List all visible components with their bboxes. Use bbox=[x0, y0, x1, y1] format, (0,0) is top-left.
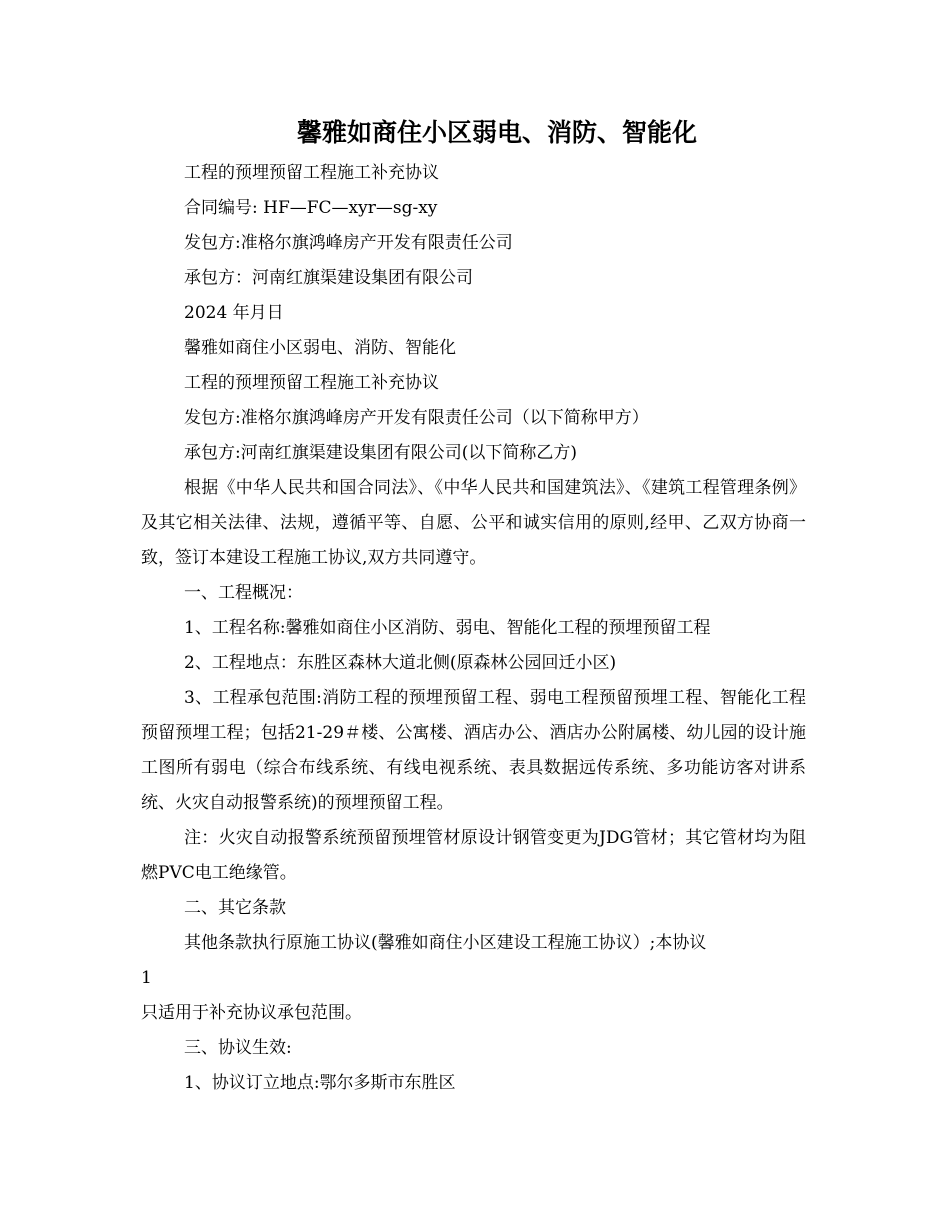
contract-number: 合同编号: HF—FC—xyr—sg-xy bbox=[184, 198, 438, 218]
subtitle-line: 工程的预埋预留工程施工补充协议 bbox=[184, 163, 439, 183]
project-location-item: 2、工程地点：东胜区森林大道北侧(原森林公园回迁小区) bbox=[184, 653, 617, 673]
project-name-item: 1、工程名称:馨雅如商住小区消防、弱电、智能化工程的预埋预留工程 bbox=[184, 618, 711, 638]
materials-note: 注：火灾自动报警系统预留预埋管材原设计钢管变更为JDG管材；其它管材均为阻燃PVC电工绝缘管。 bbox=[141, 828, 806, 883]
document-title: 馨雅如商住小区弱电、消防、智能化 bbox=[296, 118, 697, 147]
date-line: 2024 年月日 bbox=[184, 303, 284, 323]
section-heading-effectiveness: 三、协议生效: bbox=[184, 1038, 292, 1058]
employer-line: 发包方:准格尔旗鸿峰房产开发有限责任公司 bbox=[184, 233, 513, 253]
basis-paragraph: 根据《中华人民共和国合同法》、《中华人民共和国建筑法》、《建筑工程管理条例》及其它相关法律、法规，遵循平等、自愿、公平和诚实信用的原则,经甲、乙双方协商一致，签订本建设工程施工协议,双方共同遵守。 bbox=[141, 478, 806, 568]
party-b-line: 承包方:河南红旗渠建设集团有限公司(以下简称乙方) bbox=[184, 443, 577, 463]
signing-location-item: 1、协议订立地点:鄂尔多斯市东胜区 bbox=[184, 1073, 456, 1093]
section-heading-overview: 一、工程概况： bbox=[184, 583, 303, 603]
party-a-line: 发包方:准格尔旗鸿峰房产开发有限责任公司（以下简称甲方） bbox=[184, 408, 649, 428]
document-body bbox=[141, 156, 806, 1101]
contractor-line: 承包方：河南红旗渠建设集团有限公司 bbox=[184, 268, 473, 288]
repeat-title-line: 馨雅如商住小区弱电、消防、智能化 bbox=[184, 338, 456, 358]
section-heading-other-terms: 二、其它条款 bbox=[184, 898, 286, 918]
other-terms-line: 其他条款执行原施工协议(馨雅如商住小区建设工程施工协议）;本协议 bbox=[184, 933, 707, 953]
other-terms-continuation: 只适用于补充协议承包范围。 bbox=[141, 1003, 362, 1023]
page-number: 1 bbox=[141, 968, 152, 988]
contract-scope-item: 3、工程承包范围:消防工程的预埋预留工程、弱电工程预留预埋工程、智能化工程预留预埋工程；包括21-29＃楼、公寓楼、酒店办公、酒店办公附属楼、幼儿园的设计施工图所有弱电（综合布线系统、有线电视系统、表具数据远传系统、多功能访客对讲系统、火灾自动报警系统)的预埋预留工程。 bbox=[141, 688, 806, 813]
repeat-subtitle-line: 工程的预埋预留工程施工补充协议 bbox=[184, 373, 439, 393]
